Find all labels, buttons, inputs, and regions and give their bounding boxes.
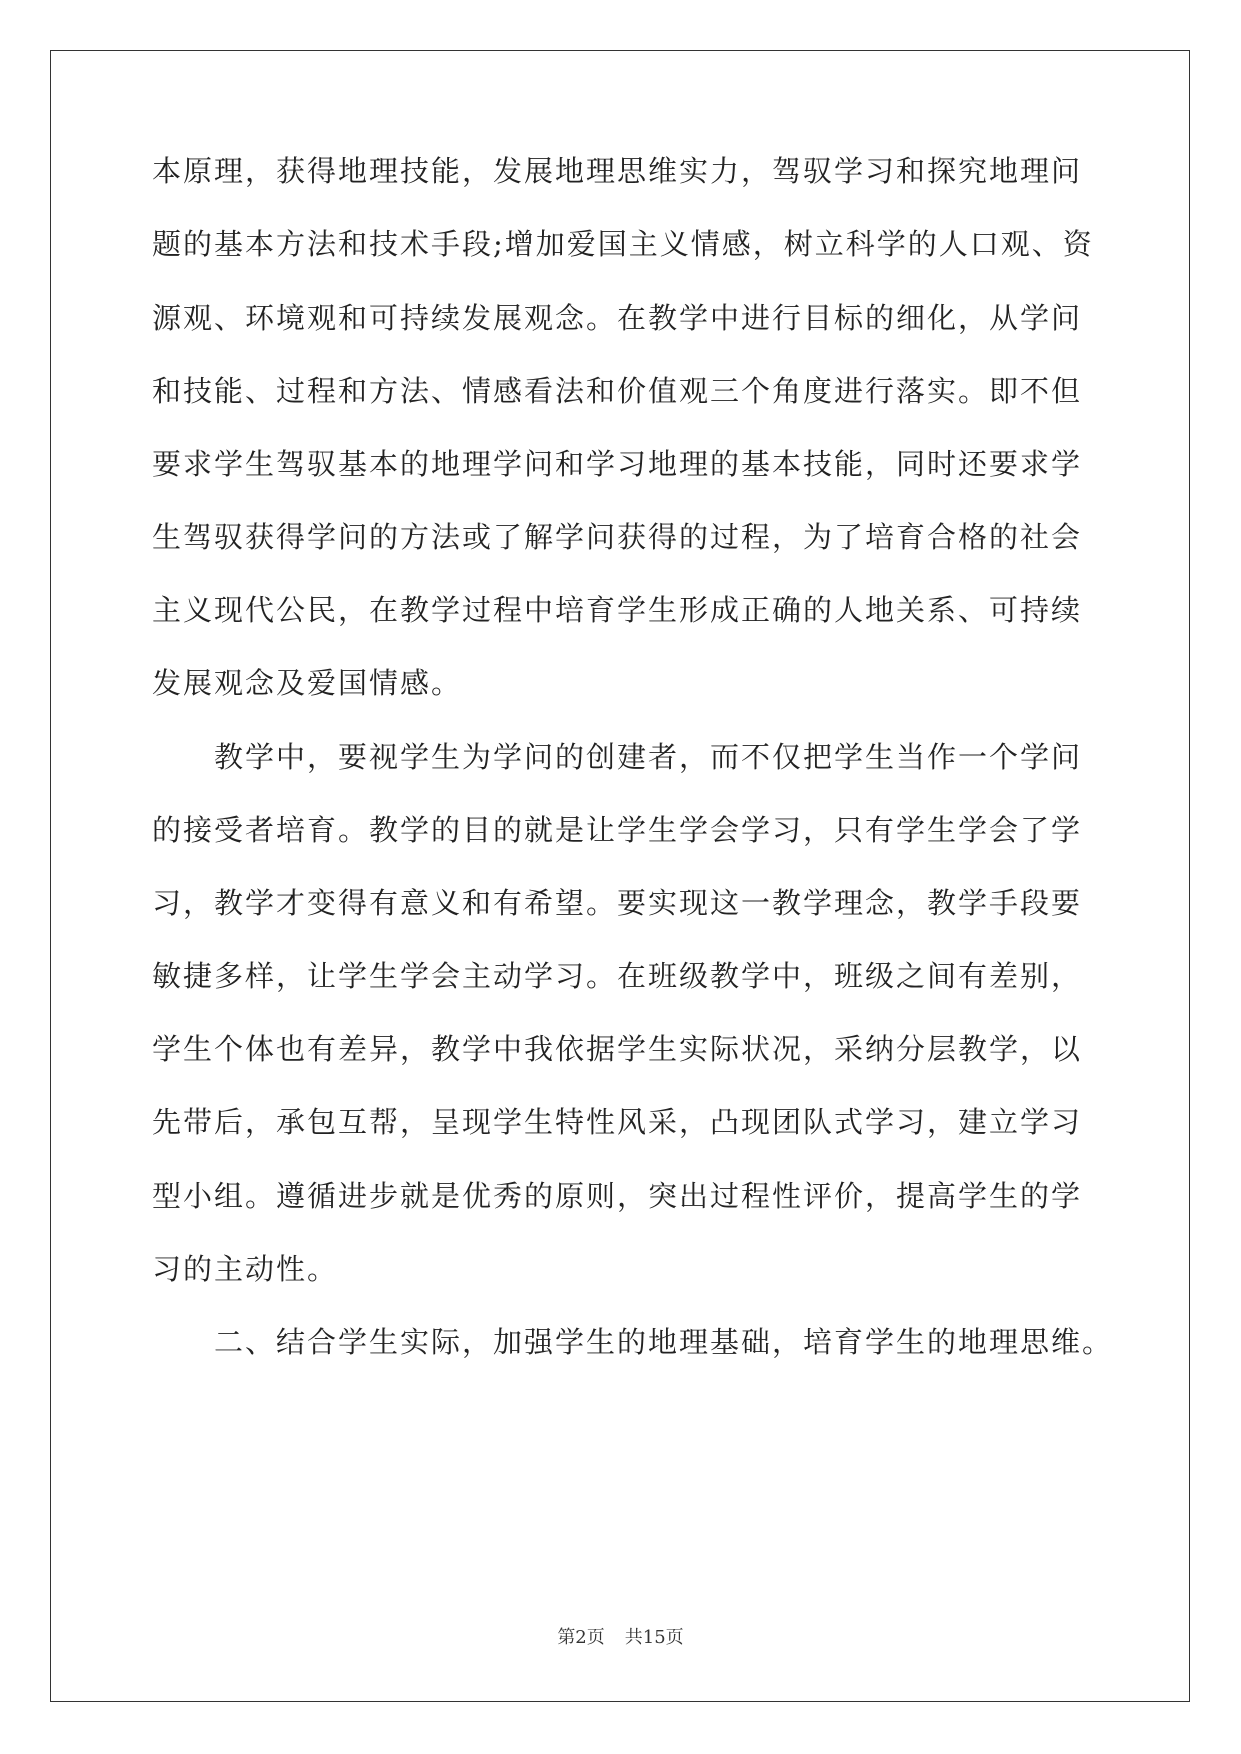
text-line: 学生个体也有差异，教学中我依据学生实际状况，采纳分层教学，以 <box>152 1032 1083 1066</box>
total-pages: 共15页 <box>624 1627 684 1648</box>
text-line: 主义现代公民，在教学过程中培育学生形成正确的人地关系、可持续 <box>152 593 1083 627</box>
text-line: 题的基本方法和技术手段;增加爱国主义情感，树立科学的人口观、资 <box>152 227 1094 261</box>
text-line: 先带后，承包互帮，呈现学生特性风采，凸现团队式学习，建立学习 <box>152 1105 1083 1139</box>
text-line: 二、结合学生实际，加强学生的地理基础，培育学生的地理思维。 <box>152 1325 1114 1359</box>
text-line: 敏捷多样，让学生学会主动学习。在班级教学中，班级之间有差别， <box>152 959 1083 993</box>
text-line: 习的主动性。 <box>152 1252 339 1286</box>
text-line: 型小组。遵循进步就是优秀的原则，突出过程性评价，提高学生的学 <box>152 1179 1083 1213</box>
text-line: 本原理，获得地理技能，发展地理思维实力，驾驭学习和探究地理问 <box>152 154 1083 188</box>
text-line: 生驾驭获得学问的方法或了解学问获得的过程，为了培育合格的社会 <box>152 520 1083 554</box>
text-line: 要求学生驾驭基本的地理学问和学习地理的基本技能，同时还要求学 <box>152 447 1083 481</box>
text-line: 习，教学才变得有意义和有希望。要实现这一教学理念，教学手段要 <box>152 886 1083 920</box>
text-line: 源观、环境观和可持续发展观念。在教学中进行目标的细化，从学问 <box>152 301 1083 335</box>
text-line: 的接受者培育。教学的目的就是让学生学会学习，只有学生学会了学 <box>152 813 1083 847</box>
text-line: 和技能、过程和方法、情感看法和价值观三个角度进行落实。即不但 <box>152 374 1083 408</box>
text-line: 发展观念及爱国情感。 <box>152 666 463 700</box>
page-footer <box>0 1626 1241 1650</box>
page-number: 第2页 <box>557 1627 605 1648</box>
text-line: 教学中，要视学生为学问的创建者，而不仅把学生当作一个学问 <box>152 740 1083 774</box>
